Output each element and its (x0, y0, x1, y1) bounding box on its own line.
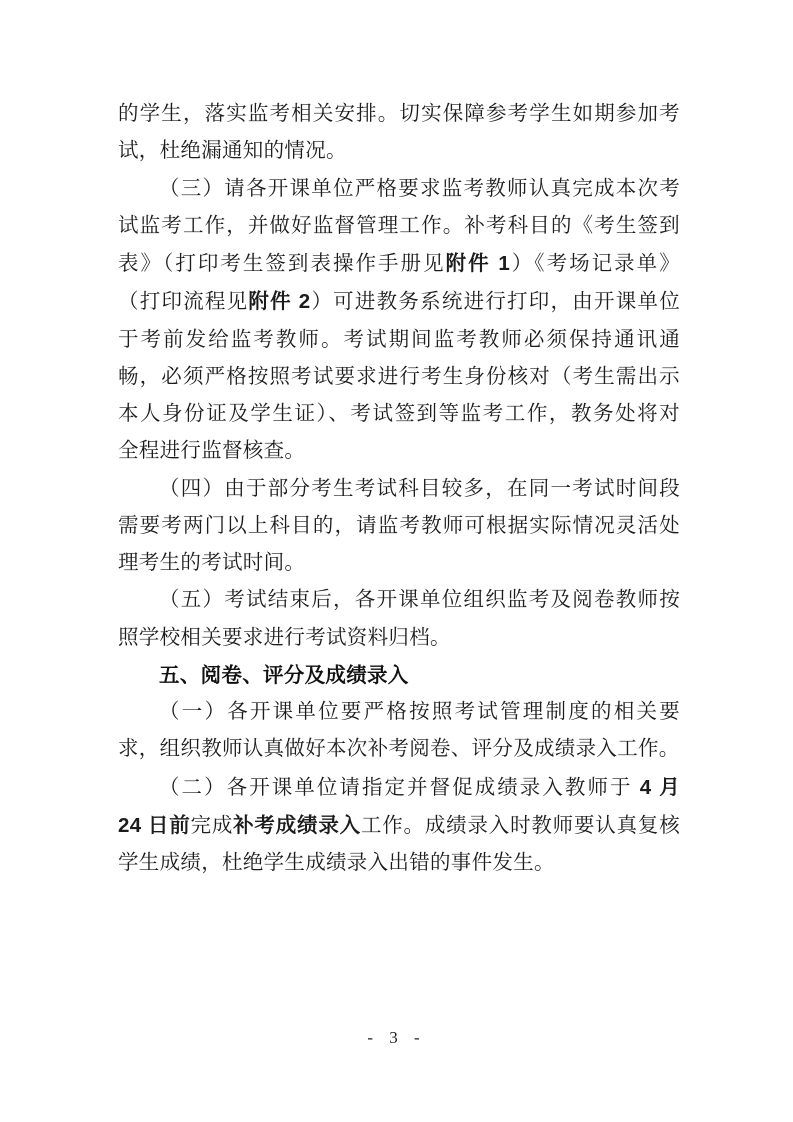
text-run: （三）请各开课单位严格要求监考教师认真完成本次考 (159, 177, 680, 200)
text-run: 全程进行监督核查。 (118, 440, 306, 463)
text-run: （打印流程见 (118, 291, 249, 314)
text-run: 照学校相关要求进行考试资料归档。 (118, 626, 451, 649)
paragraph (118, 96, 680, 171)
text-line (118, 433, 680, 470)
text-line (118, 208, 680, 245)
text-run: 求，组织教师认真做好本次补考阅卷、评分及成绩录入工作。 (118, 738, 680, 761)
text-run: （二）各开课单位请指定并督促成绩录入教师于 (159, 776, 640, 799)
text-line (118, 171, 680, 208)
text-line (118, 508, 680, 545)
text-run: 表》（打印考生签到表操作手册见 (118, 253, 446, 275)
page-number: - 3 - (367, 1028, 426, 1047)
text-line (118, 322, 680, 359)
paragraph (118, 582, 680, 657)
bold-text-run: 24 日前 (118, 813, 191, 837)
text-line (118, 731, 680, 768)
text-line (118, 396, 680, 433)
paragraph (118, 471, 680, 583)
text-run: （五）考试结束后，各开课单位组织监考及阅卷教师按 (159, 589, 680, 612)
bold-text-run: 附件 2 (248, 290, 311, 314)
text-line (118, 657, 680, 694)
section-heading (118, 657, 680, 694)
page-footer (0, 1028, 793, 1048)
text-run: 试，杜绝漏通知的情况。 (118, 140, 347, 163)
bold-text-run: 补考成绩录入 (233, 813, 361, 837)
bold-text-run: 附件 1 (445, 252, 511, 275)
text-line (118, 133, 680, 170)
document-body (118, 96, 680, 882)
text-line (118, 845, 680, 882)
bold-text-run: 4 月 (639, 775, 680, 799)
text-line (118, 694, 680, 731)
text-run: 学生成绩，杜绝学生成绩录入出错的事件发生。 (118, 852, 555, 874)
text-line (118, 245, 680, 283)
text-line (118, 471, 680, 508)
text-line (118, 96, 680, 133)
text-run: 需要考两门以上科目的，请监考教师可根据实际情况灵活处 (118, 514, 680, 537)
text-run: 本人身份证及学生证）、考试签到等监考工作，教务处将对 (118, 403, 680, 425)
text-run: 工作。成绩录入时教师要认真复核 (360, 814, 680, 837)
text-line (118, 769, 680, 807)
text-line (118, 283, 680, 321)
text-run: （四）由于部分考生考试科目较多，在同一考试时间段 (159, 477, 680, 500)
bold-text-run: 五、阅卷、评分及成绩录入 (159, 663, 409, 687)
text-run: 完成 (190, 814, 234, 837)
text-line (118, 620, 680, 657)
text-run: 于考前发给监考教师。考试期间监考教师必须保持通讯通 (118, 328, 680, 351)
text-line (118, 545, 680, 582)
text-run: （一）各开课单位要严格按照考试管理制度的相关要 (159, 701, 680, 723)
paragraph (118, 694, 680, 769)
text-run: 畅，必须严格按照考试要求进行考生身份核对（考生需出示 (118, 365, 680, 388)
text-run: ）可进教务系统进行打印，由开课单位 (310, 291, 680, 314)
paragraph (118, 171, 680, 471)
text-line (118, 582, 680, 619)
text-run: 的学生，落实监考相关安排。切实保障参考学生如期参加考 (118, 103, 680, 125)
text-line (118, 807, 680, 845)
text-line (118, 359, 680, 396)
text-run: 试监考工作，并做好监督管理工作。补考科目的《考生签到 (118, 214, 680, 237)
text-run: ）《考场记录单》 (510, 253, 680, 275)
text-run: 理考生的考试时间。 (118, 552, 306, 574)
paragraph (118, 769, 680, 883)
